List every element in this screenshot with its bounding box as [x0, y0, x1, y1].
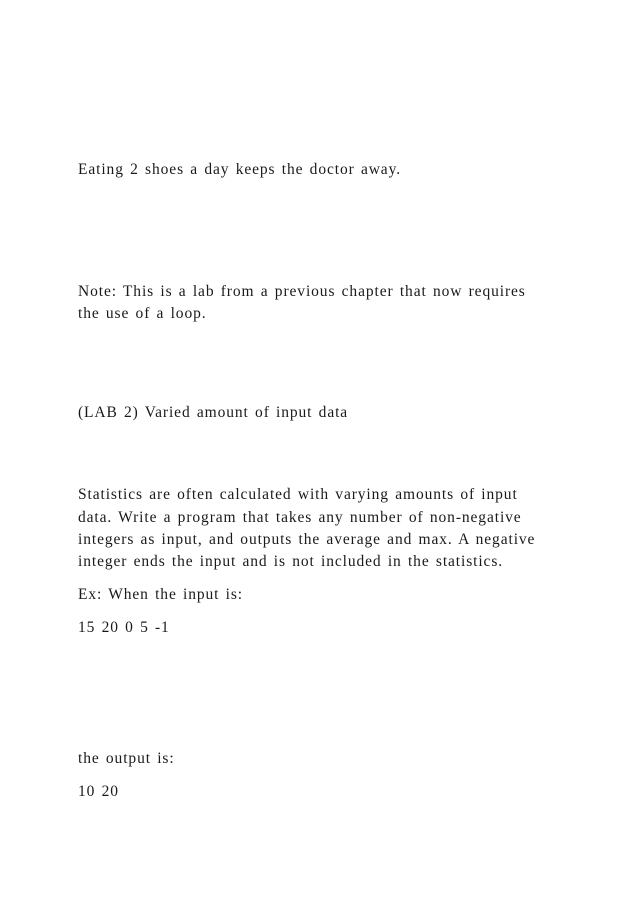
description-line-2: data. Write a program that takes any number of non-negative: [78, 509, 522, 526]
lab-heading: (LAB 2) Varied amount of input data: [78, 404, 349, 421]
note-line-1: Note: This is a lab from a previous chapter that now requires: [78, 283, 526, 300]
description-line-4: integer ends the input and is not included in the statistics.: [78, 553, 504, 570]
example-input: 15 20 0 5 -1: [78, 619, 170, 636]
example-intro: Ex: When the input is:: [78, 586, 243, 603]
example-output: 10 20: [78, 783, 119, 800]
output-intro: the output is:: [78, 750, 175, 767]
intro-sentence: Eating 2 shoes a day keeps the doctor away.: [78, 161, 402, 178]
note-line-2: the use of a loop.: [78, 305, 207, 322]
description-line-1: Statistics are often calculated with varying amounts of input: [78, 486, 518, 503]
description-line-3: integers as input, and outputs the average and max. A negative: [78, 531, 536, 548]
